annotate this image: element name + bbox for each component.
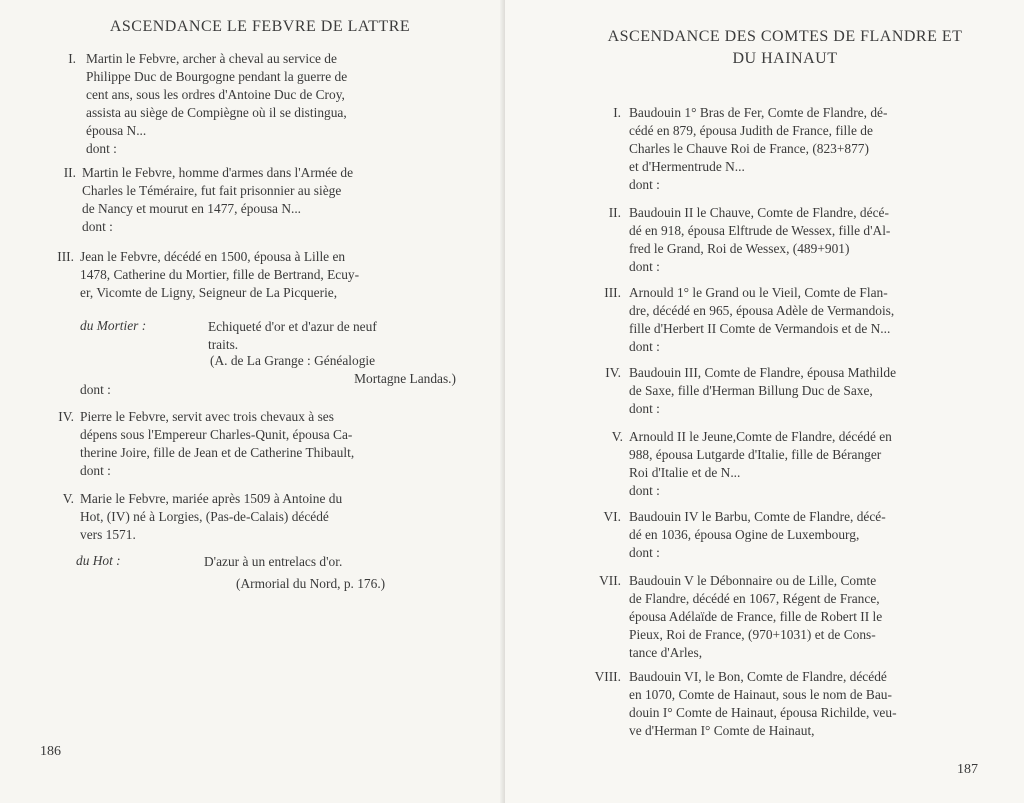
entry-line: er, Vicomte de Ligny, Seigneur de La Picquerie, <box>80 285 338 300</box>
entry-line: cent ans, sous les ordres d'Antoine Duc de Croy, <box>86 87 345 102</box>
entry-number: I. <box>613 105 621 120</box>
entry-line: Philippe Duc de Bourgogne pendant la guerre de <box>86 69 348 84</box>
entry-line: Charles le Téméraire, fut fait prisonnier au siège <box>82 183 342 198</box>
entry-line: vers 1571. <box>80 527 136 542</box>
entry-line: cédé en 879, épousa Judith de France, fille de <box>629 123 873 138</box>
entry-line: Pierre le Febvre, servit avec trois chevaux à ses <box>80 409 334 424</box>
blason-term: du Hot : <box>76 553 121 568</box>
entry-line: dé en 918, épousa Elftrude de Wessex, fille d'Al- <box>629 223 891 238</box>
entry-line: Baudouin 1° Bras de Fer, Comte de Flandre, dé- <box>629 105 888 120</box>
left-page <box>0 0 505 803</box>
blason-source: (Armorial du Nord, p. 176.) <box>236 576 386 591</box>
entry-line: Martin le Febvre, archer à cheval au service de <box>86 51 337 66</box>
entry-line: ve d'Herman I° Comte de Hainaut, <box>629 723 815 738</box>
entry-line: Marie le Febvre, mariée après 1509 à Antoine du <box>80 491 343 506</box>
entry-line: et d'Hermentrude N... <box>629 159 745 174</box>
blason-term: du Mortier : <box>80 318 147 333</box>
entry-line: dont : <box>629 545 660 560</box>
entry-number: V. <box>62 491 74 506</box>
entry-line: Baudouin II le Chauve, Comte de Flandre, décé- <box>629 205 889 220</box>
entry-line: Hot, (IV) né à Lorgies, (Pas-de-Calais) décédé <box>80 509 329 524</box>
entry-line: fille d'Herbert II Comte de Vermandois et de N... <box>629 321 891 336</box>
entry-line: 988, épousa Lutgarde d'Italie, fille de Béranger <box>629 447 882 462</box>
entry-number: III. <box>604 285 621 300</box>
entry-line: Martin le Febvre, homme d'armes dans l'Armée de <box>82 165 354 180</box>
entry-line: de Flandre, décédé en 1067, Régent de France, <box>629 591 880 606</box>
entry-dont: dont : <box>80 382 111 397</box>
entry-number: II. <box>608 205 621 220</box>
entry-line: Baudouin VI, le Bon, Comte de Flandre, décédé <box>629 669 887 684</box>
entry-line: tance d'Arles, <box>629 645 703 660</box>
entry-number: IV. <box>58 409 74 424</box>
entry-line: dépens sous l'Empereur Charles-Qunit, épousa Ca- <box>80 427 353 442</box>
entry-line: épousa Adélaïde de France, fille de Robert II le <box>629 609 883 624</box>
entry-line: Baudouin IV le Barbu, Comte de Flandre, décé- <box>629 509 886 524</box>
entry-line: dont : <box>629 177 660 192</box>
entry-line: Roi d'Italie et de N... <box>629 465 741 480</box>
blason-source: (A. de La Grange : Généalogie Mortagne Landas.) <box>210 353 456 386</box>
entry-line: Jean le Febvre, décédé en 1500, épousa à Lille en <box>80 249 346 264</box>
right-page <box>505 0 1024 803</box>
entry-line: dont : <box>629 339 660 354</box>
entry-line: dont : <box>629 259 660 274</box>
entry-line: dont : <box>82 219 113 234</box>
page-number: 186 <box>40 744 61 759</box>
entry-line: 1478, Catherine du Mortier, fille de Bertrand, Ecuy- <box>80 267 360 282</box>
entry-number: III. <box>57 249 74 264</box>
entry-line: fred le Grand, Roi de Wessex, (489+901) <box>629 241 850 256</box>
entry-line: dont : <box>629 401 660 416</box>
entry-line: assista au siège de Compiègne où il se distingua, <box>86 105 347 120</box>
entry-line: de Saxe, fille d'Herman Billung Duc de Saxe, <box>629 383 873 398</box>
entry-line: épousa N... <box>86 123 147 138</box>
entry-line: dé en 1036, épousa Ogine de Luxembourg, <box>629 527 860 542</box>
entry-number: VIII. <box>594 669 621 684</box>
right-page-title: ASCENDANCE DES COMTES DE FLANDRE ET DU HAINAUT <box>607 28 963 67</box>
entry-number: IV. <box>605 365 621 380</box>
entry-line: therine Joire, fille de Jean et de Catherine Thibault, <box>80 445 355 460</box>
entry-line: de Nancy et mourut en 1477, épousa N... <box>82 201 302 216</box>
entry-line: en 1070, Comte de Hainaut, sous le nom de Bau- <box>629 687 892 702</box>
entry-number: I. <box>68 51 76 66</box>
entry-line: douin I° Comte de Hainaut, épousa Richilde, veu- <box>629 705 897 720</box>
entry-number: II. <box>63 165 76 180</box>
page-number: 187 <box>957 762 978 777</box>
entry-line: dre, décédé en 965, épousa Adèle de Vermandois, <box>629 303 895 318</box>
entry-number: VII. <box>599 573 621 588</box>
entry-line: Arnould 1° le Grand ou le Vieil, Comte de Flan- <box>629 285 888 300</box>
blason-description: D'azur à un entrelacs d'or. <box>204 554 343 569</box>
entry-line: dont : <box>80 463 111 478</box>
entry-line: Baudouin III, Comte de Flandre, épousa Mathilde <box>629 365 897 380</box>
blason-description: Echiqueté d'or et d'azur de neuf traits. <box>208 319 377 352</box>
entry-number: V. <box>611 429 623 444</box>
entry-line: Arnould II le Jeune,Comte de Flandre, décédé en <box>629 429 892 444</box>
entry-number: VI. <box>603 509 621 524</box>
entry-line: Pieux, Roi de France, (970+1031) et de Cons- <box>629 627 876 642</box>
entry-line: dont : <box>86 141 117 156</box>
left-page-title: ASCENDANCE LE FEBVRE DE LATTRE <box>109 18 411 35</box>
entry-line: dont : <box>629 483 660 498</box>
entry-line: Baudouin V le Débonnaire ou de Lille, Comte <box>629 573 877 588</box>
entry-line: Charles le Chauve Roi de France, (823+877) <box>629 141 869 156</box>
